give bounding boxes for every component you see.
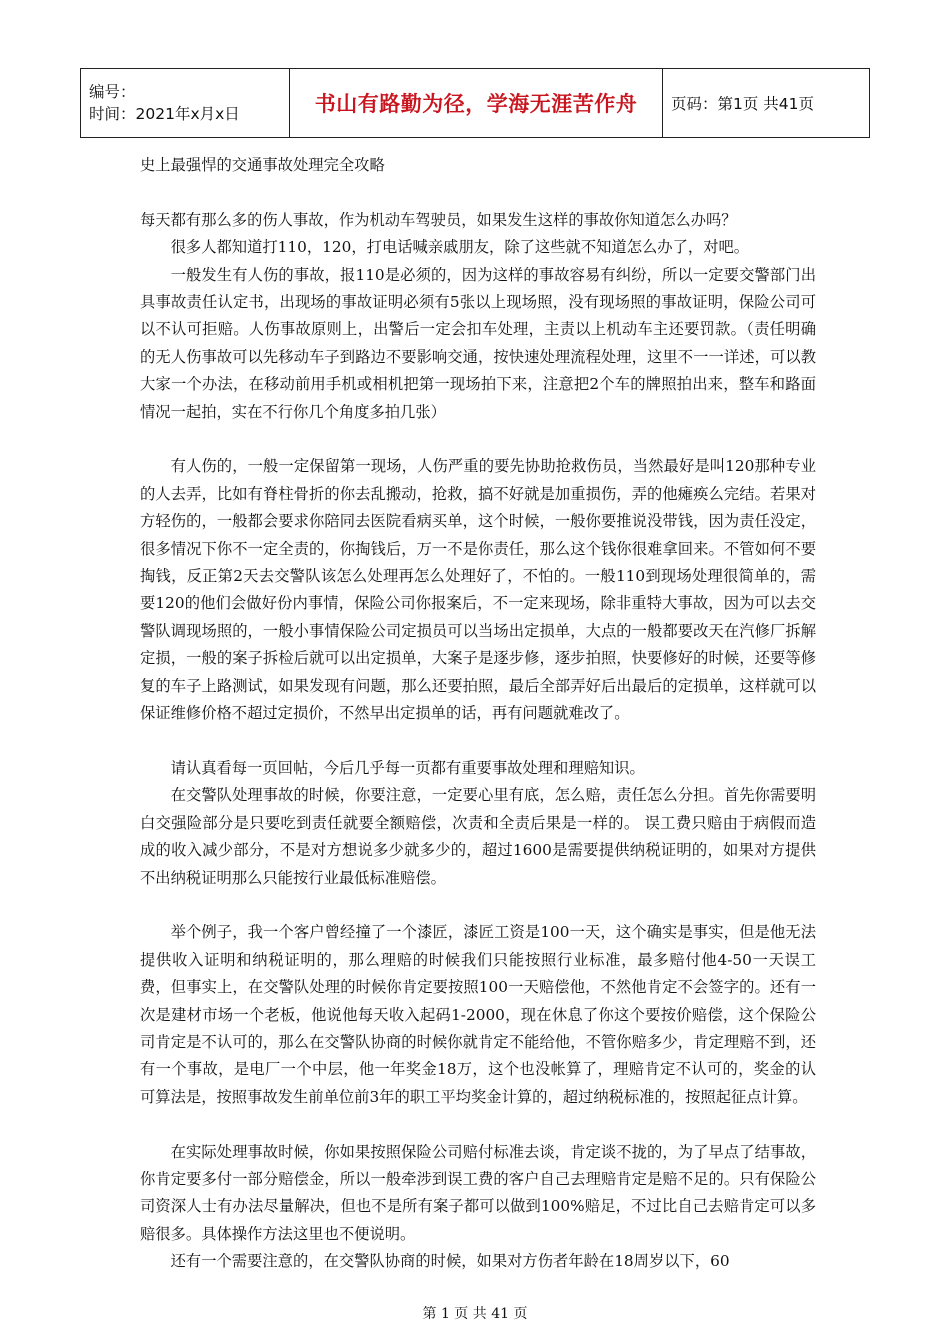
spacer (140, 728, 816, 755)
motto: 书山有路勤为径，学海无涯苦作舟 (290, 69, 663, 138)
spacer (140, 426, 816, 453)
header-table (80, 68, 870, 138)
spacer (140, 179, 816, 206)
date-label: 时间：2021年x月x日 (89, 105, 240, 123)
paragraph-3: 一般发生有人伤的事故，报110是必须的，因为这样的事故容易有纠纷，所以一定要交警部门出具事故责任认定书，出现场的事故证明必须有5张以上现场照，没有现场照的事故证明，保险公司可以不认可拒赔。人伤事故原则上，出警后一定会扣车处理，主责以上机动车主还要罚款。（责任明确的无人伤事故可以先移动车子到路边不要影响交通，按快速处理流程处理，这里不一一详述，可以教大家一个办法，在移动前用手机或相机把第一现场拍下来，注意把2个车的牌照拍出来，整车和路面情况一起拍，实在不行你几个角度多拍几张） (140, 265, 816, 421)
paragraph-4: 有人伤的，一般一定保留第一现场，人伤严重的要先协助抢救伤员，当然最好是叫120那种专业的人去弄，比如有脊柱骨折的你去乱搬动，抢救，搞不好就是加重损伤，弄的他瘫痪么完结。若果对方轻伤的，一般都会要求你陪同去医院看病买单，这个时候，一般你要推说没带钱，因为责任没定，很多情况下你不一定全责的，你掏钱后，万一不是你责任，那么这个钱你很难拿回来。不管如何不要掏钱，反正第2天去交警队该怎么处理再怎么处理好了，不怕的。一般110到现场处理很简单的，需要120的他们会做好份内事情，保险公司你报案后，不一定来现场，除非重特大事故，因为可以去交警队调现场照的，一般小事情保险公司定损员可以当场出定损单，大点的一般都要改天在汽修厂拆解定损，一般的案子拆检后就可以出定损单，大案子是逐步修，逐步拍照，快要修好的时候，还要等修复的车子上路测试，如果发现有问题，那么还要拍照，最后全部弄好后出最后的定损单，这样就可以保证维修价格不超过定损价，不然早出定损单的话，再有问题就难改了。 (140, 457, 816, 723)
paragraph-9: 还有一个需要注意的，在交警队协商的时候，如果对方伤者年龄在18周岁以下，60 (170, 1252, 730, 1271)
paragraph-5: 请认真看每一页回帖，今后几乎每一页都有重要事故处理和理赔知识。 (170, 758, 645, 777)
paragraph-2: 很多人都知道打110，120，打电话喊亲戚朋友，除了这些就不知道怎么办了，对吧。 (170, 238, 750, 257)
paragraph-1: 每天都有那么多的伤人事故，作为机动车驾驶员，如果发生这样的事故你知道怎么办吗？ (140, 210, 737, 229)
paragraph-7: 举个例子，我一个客户曾经撞了一个漆匠，漆匠工资是100一天，这个确实是事实，但是他无法提供收入证明和纳税证明的，那么理赔的时候我们只能按照行业标准，最多赔付他4-50一天误工费，但事实上，在交警队处理的时候你肯定要按照100一天赔偿他，不然他肯定不会签字的。还有一次是建材市场一个老板，他说他每天收入起码1-2000，现在休息了你这个要按价赔偿，这个保险公司肯定是不认可的，那么在交警队协商的时候你就肯定不能给他，不管你赔多少，肯定理赔不到，还有一个事故，是电厂一个中层，他一年奖金18万，这个也没帐算了，理赔肯定不认可的，奖金的认可算法是，按照事故发生前单位前3年的职工平均奖金计算的，超过纳税标准的，按照起征点计算。 (140, 923, 816, 1106)
spacer (140, 1111, 816, 1138)
paragraph-6: 在交警队处理事故的时候，你要注意，一定要心里有底，怎么赔，责任怎么分担。首先你需要明白交强险部分是只要吃到责任就要全额赔偿，次责和全责后果是一样的。 误工费只赔由于病假而造成的收入减少部分，不是对方想说多少就多少的，超过1600是需要提供纳税证明的，如果对方提供不出纳税证明那么只能按行业最低标准赔偿。 (140, 786, 816, 887)
code-label: 编号： (89, 83, 136, 101)
paragraph-8: 在实际处理事故时候，你如果按照保险公司赔付标准去谈，肯定谈不拢的，为了早点了结事故，你肯定要多付一部分赔偿金，所以一般牵涉到误工费的客户自己去理赔肯定是赔不足的。只有保险公司资深人士有办法尽量解决，但也不是所有案子都可以做到100%赔足，不过比自己去赔肯定可以多赔很多。具体操作方法这里也不便说明。 (140, 1142, 816, 1243)
header-left-cell (81, 69, 290, 138)
document-body (140, 152, 816, 1276)
spacer (140, 892, 816, 919)
page-footer: 第 1 页 共 41 页 (422, 1306, 528, 1322)
page-info: 页码：第1页 共41页 (663, 69, 870, 138)
document-title: 史上最强悍的交通事故处理完全攻略 (140, 156, 385, 174)
